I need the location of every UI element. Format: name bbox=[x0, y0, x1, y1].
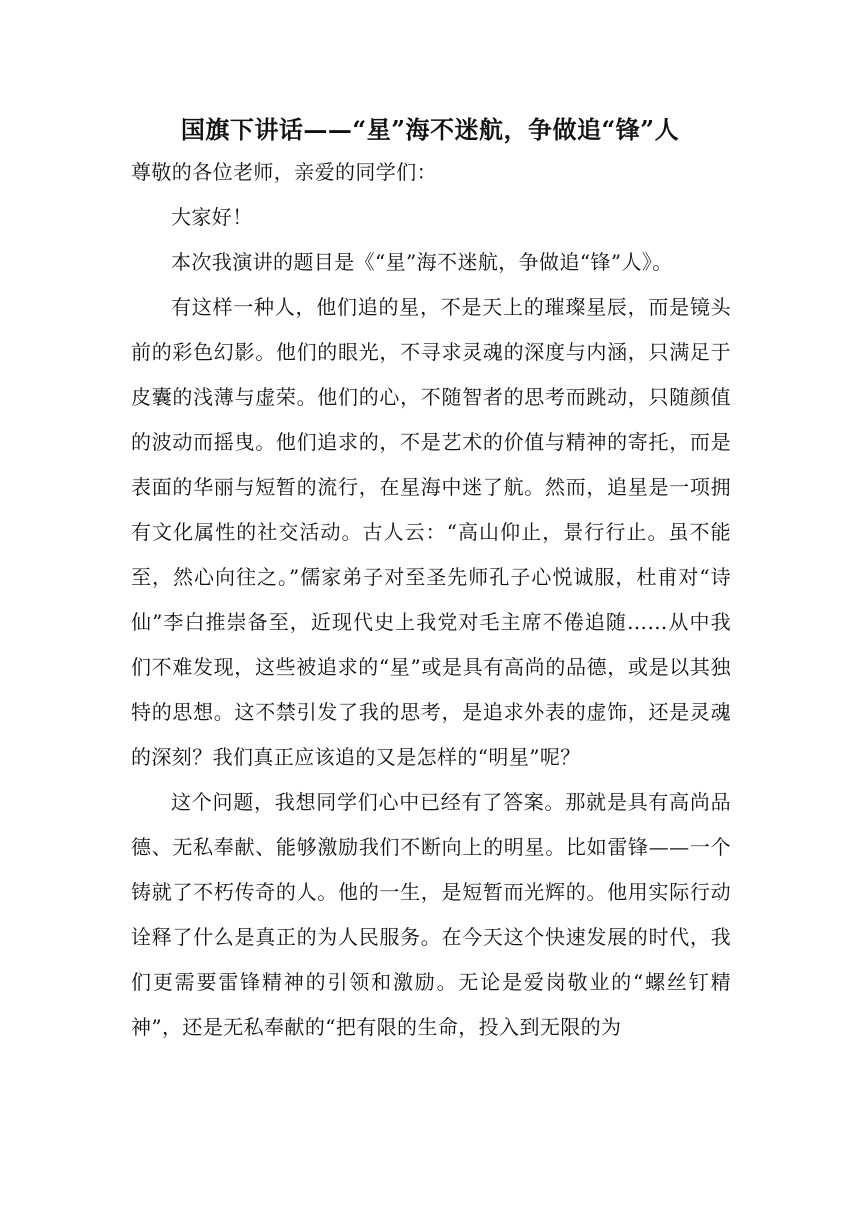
document-body bbox=[131, 150, 731, 1050]
paragraph-body-1: 有这样一种人，他们追的星，不是天上的璀璨星辰，而是镜头前的彩色幻影。他们的眼光，不寻求灵魂的深度与内涵，只满足于皮囊的浅薄与虚荣。他们的心，不随智者的思考而跳动，只随颜值的波动而摇曳。他们追求的，不是艺术的价值与精神的寄托，而是表面的华丽与短暂的流行，在星海中迷了航。然而，追星是一项拥有文化属性的社交活动。古人云：“高山仰止，景行行止。虽不能至，然心向往之。”儒家弟子对至圣先师孔子心悦诚服，杜甫对“诗仙”李白推崇备至，近现代史上我党对毛主席不倦追随……从中我们不难发现，这些被追求的“星”或是具有高尚的品德，或是以其独特的思想。这不禁引发了我的思考，是追求外表的虚饰，还是灵魂的深刻？我们真正应该追的又是怎样的“明星”呢？ bbox=[131, 295, 731, 769]
paragraph-greeting: 大家好！ bbox=[171, 205, 253, 229]
document-title: 国旗下讲话——“星”海不迷航，争做追“锋”人 bbox=[180, 115, 680, 144]
paragraph-topic: 本次我演讲的题目是《“星”海不迷航，争做追“锋”人》。 bbox=[171, 250, 673, 274]
paragraph-body-2: 这个问题，我想同学们心中已经有了答案。那就是具有高尚品德、无私奉献、能够激励我们不断向上的明星。比如雷锋——一个铸就了不朽传奇的人。他的一生，是短暂而光辉的。他用实际行动诠释了什么是真正的为人民服务。在今天这个快速发展的时代，我们更需要雷锋精神的引领和激励。无论是爱岗敬业的“螺丝钉精神”，还是无私奉献的“把有限的生命，投入到无限的为 bbox=[131, 790, 731, 1039]
salutation-line: 尊敬的各位老师，亲爱的同学们： bbox=[131, 160, 437, 184]
